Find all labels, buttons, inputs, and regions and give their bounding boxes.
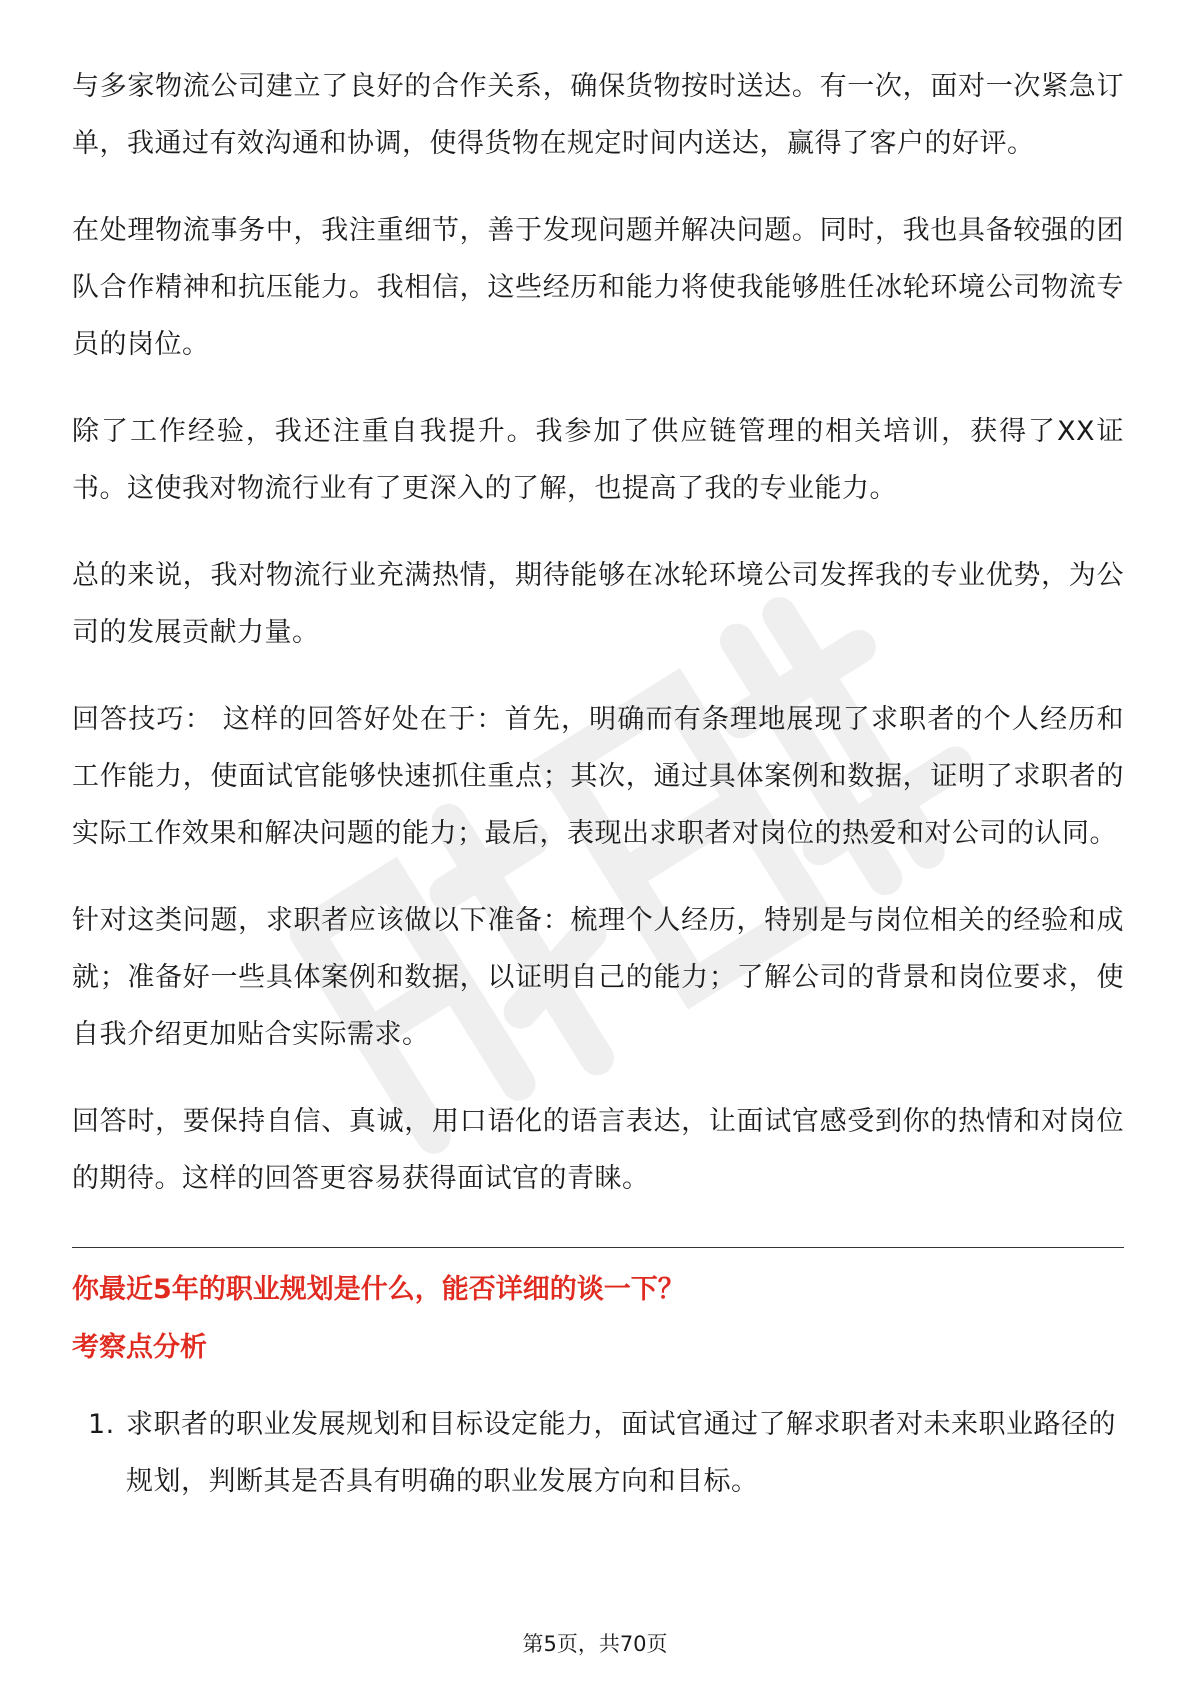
paragraph-1: 与多家物流公司建立了良好的合作关系，确保货物按时送达。有一次，面对一次紧急订单，我通过有效沟通和协调，使得货物在规定时间内送达，赢得了客户的好评。 <box>72 71 1124 159</box>
main-content <box>72 58 1124 1510</box>
paragraph-answer-advice: 回答时，要保持自信、真诚，用口语化的语言表达，让面试官感受到你的热情和对岗位的期待。这样的回答更容易获得面试官的青睐。 <box>72 1106 1124 1194</box>
list-item <box>72 1396 1124 1510</box>
page-footer: 第5页，共70页 <box>522 1632 668 1656</box>
list-item-text: 求职者的职业发展规划和目标设定能力，面试官通过了解求职者对未来职业路径的规划，判断其是否具有明确的职业发展方向和目标。 <box>126 1409 1116 1497</box>
analysis-list <box>72 1396 1124 1510</box>
paragraph-4: 总的来说，我对物流行业充满热情，期待能够在冰轮环境公司发挥我的专业优势，为公司的发展贡献力量。 <box>72 560 1124 648</box>
interview-question: 你最近5年的职业规划是什么，能否详细的谈一下？ <box>72 1274 685 1305</box>
paragraph-3: 除了工作经验，我还注重自我提升。我参加了供应链管理的相关培训，获得了XX证书。这使我对物流行业有了更深入的了解，也提高了我的专业能力。 <box>72 416 1124 504</box>
list-item-number: 1. <box>88 1409 115 1440</box>
paragraph-2: 在处理物流事务中，我注重细节，善于发现问题并解决问题。同时，我也具备较强的团队合作精神和抗压能力。我相信，这些经历和能力将使我能够胜任冰轮环境公司物流专员的岗位。 <box>72 215 1124 360</box>
paragraph-preparation: 针对这类问题，求职者应该做以下准备：梳理个人经历，特别是与岗位相关的经验和成就；准备好一些具体案例和数据，以证明自己的能力；了解公司的背景和岗位要求，使自我介绍更加贴合实际需求。 <box>72 905 1124 1050</box>
analysis-heading: 考察点分析 <box>72 1332 207 1363</box>
paragraph-answer-tips: 回答技巧： 这样的回答好处在于：首先，明确而有条理地展现了求职者的个人经历和工作能力，使面试官能够快速抓住重点；其次，通过具体案例和数据，证明了求职者的实际工作效果和解决问题的能力；最后，表现出求职者对岗位的热爱和对公司的认同。 <box>72 704 1124 849</box>
section-divider <box>72 1247 1124 1248</box>
